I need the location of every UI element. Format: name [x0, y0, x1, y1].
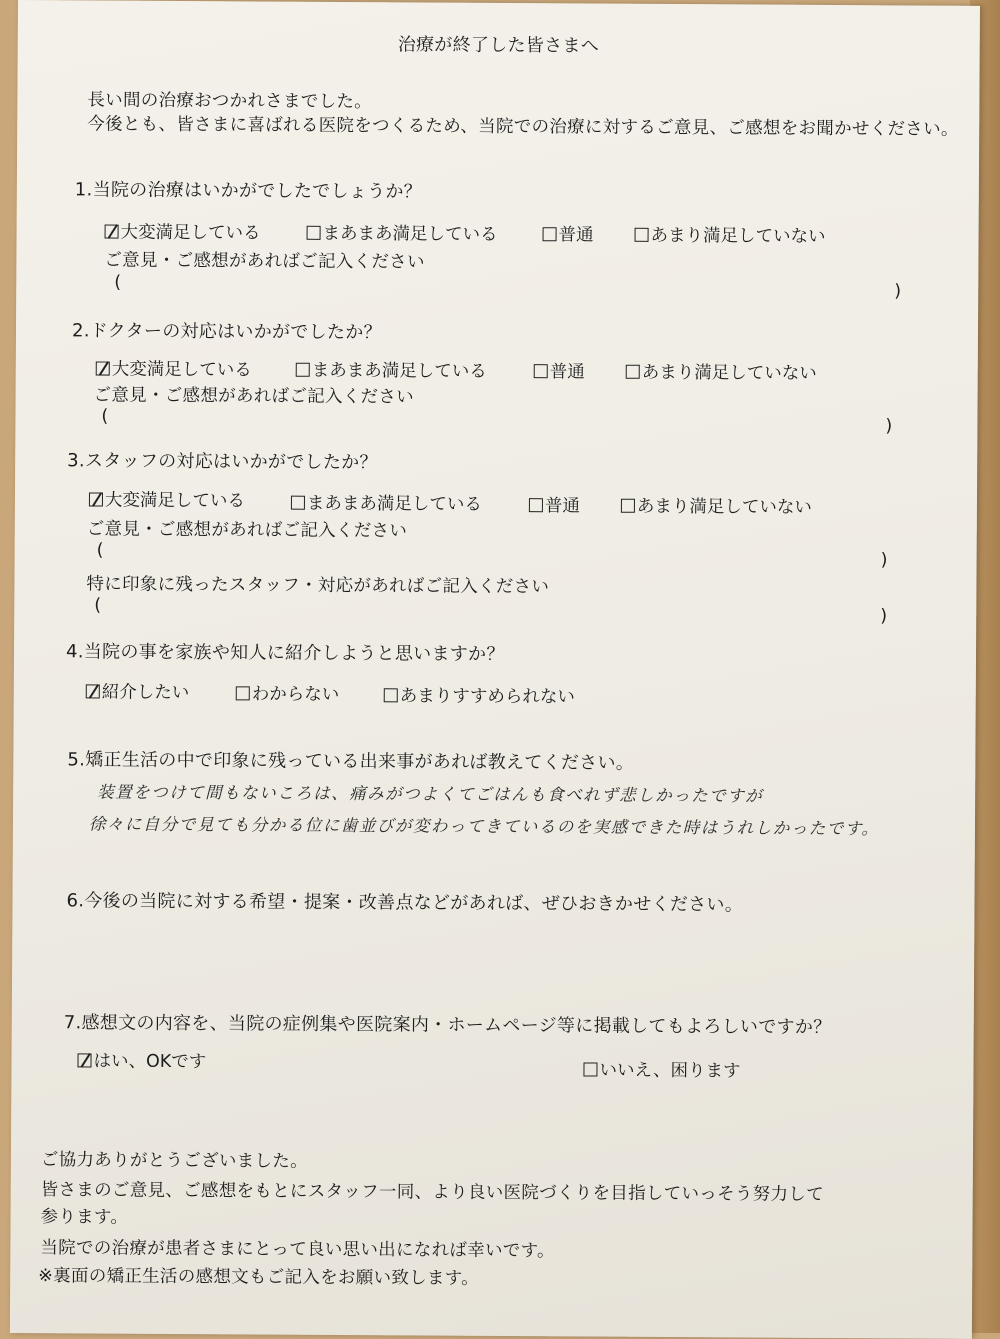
q7-option-no[interactable]: いいえ、困ります [583, 1056, 740, 1082]
checkbox-icon[interactable] [529, 498, 543, 512]
q2-option-somewhat-satisfied[interactable]: まあまあ満足している [296, 357, 487, 383]
question-2: 2.ドクターの対応はいかがでしたか？ [71, 320, 382, 344]
q1-option-normal[interactable]: 普通 [543, 221, 594, 246]
checkbox-icon[interactable] [621, 499, 635, 513]
q3-staff-label: 特に印象に残ったスタッフ・対応があればご記入ください [86, 574, 550, 598]
closing-note: ※裏面の矯正生活の感想文もご記入をお願い致します。 [38, 1266, 480, 1289]
q4-option-recommend[interactable]: 紹介したい [86, 678, 190, 704]
checkbox-icon[interactable] [236, 686, 250, 700]
q1-comment-close: ) [894, 281, 902, 302]
q1-comment-open: ( [114, 272, 122, 293]
checkbox-icon[interactable] [635, 228, 649, 242]
q4-option-unsure[interactable]: わからない [236, 680, 340, 706]
q2-option-very-satisfied[interactable]: 大変満足している [96, 355, 252, 381]
question-6: 6.今後の当院に対する希望・提案・改善点などがあれば、ぜひおきかせください。 [66, 890, 744, 916]
q1-option-very-satisfied[interactable]: 大変満足している [105, 219, 261, 245]
survey-sheet [10, 0, 980, 1339]
question-1: 1.当院の治療はいかがでしたでしょうか？ [74, 179, 423, 203]
question-5: 5.矯正生活の中で印象に残っている出来事があれば教えてください。 [67, 749, 635, 774]
q2-option-normal[interactable]: 普通 [534, 358, 585, 383]
checked-checkbox-icon[interactable] [89, 492, 103, 506]
closing-line-3: 参ります。 [40, 1207, 129, 1228]
question-4: 4.当院の事を家族や知人に紹介しようと思いますか？ [65, 641, 505, 665]
q2-option-not-satisfied[interactable]: あまり満足していない [626, 359, 817, 385]
checkbox-icon[interactable] [626, 365, 640, 379]
q3-staff-close: ) [880, 606, 888, 627]
checkbox-icon[interactable] [307, 226, 321, 240]
q3-comment-close: ) [880, 550, 888, 571]
q1-option-not-satisfied[interactable]: あまり満足していない [635, 222, 826, 248]
intro-line-1: 長い間の治療おつかれさまでした。 [87, 90, 373, 113]
checkbox-icon[interactable] [534, 364, 548, 378]
q3-option-not-satisfied[interactable]: あまり満足していない [621, 493, 812, 519]
closing-line-4: 当院での治療が患者さまにとって良い思い出になれば幸いです。 [40, 1238, 555, 1262]
q3-option-somewhat-satisfied[interactable]: まあまあ満足している [291, 490, 482, 516]
checkbox-icon[interactable] [291, 496, 305, 510]
closing-line-1: ご協力ありがとうございました。 [40, 1150, 308, 1172]
closing-line-2: 皆さまのご意見、ご感想をもとにスタッフ一同、より良い医院づくりを目指していっそう努力して [40, 1180, 824, 1205]
checked-checkbox-icon[interactable] [105, 225, 119, 239]
checkbox-icon[interactable] [296, 363, 310, 377]
q3-option-normal[interactable]: 普通 [529, 492, 580, 517]
q1-comment-label: ご意見・ご感想があればご記入ください [104, 250, 425, 273]
checkbox-icon[interactable] [384, 688, 398, 702]
q2-comment-close: ) [885, 416, 893, 437]
checked-checkbox-icon[interactable] [86, 684, 100, 698]
checked-checkbox-icon[interactable] [77, 1053, 91, 1067]
page-title: 治療が終了した皆さまへ [397, 34, 600, 57]
q4-option-not-recommend[interactable]: あまりすすめられない [384, 682, 575, 708]
checkbox-icon[interactable] [583, 1062, 597, 1076]
checked-checkbox-icon[interactable] [96, 361, 110, 375]
q3-option-very-satisfied[interactable]: 大変満足している [89, 486, 245, 512]
intro-line-2: 今後とも、皆さまに喜ばれる医院をつくるため、当院での治療に対するご意見、ご感想をお聞かせください。 [87, 114, 959, 140]
q3-comment-open: ( [96, 540, 104, 561]
question-7: 7.感想文の内容を、当院の症例集や医院案内・ホームページ等に掲載してもよろしいですか？ [63, 1012, 832, 1038]
q3-comment-label: ご意見・ご感想があればご記入ください [86, 519, 408, 542]
q2-comment-open: ( [101, 406, 109, 427]
q3-staff-open: ( [94, 595, 102, 616]
q1-option-somewhat-satisfied[interactable]: まあまあ満足している [307, 220, 498, 246]
q5-handwritten-answer-line-1: 装置をつけて間もないころは、痛みがつよくてごはんも食べれず悲しかったですが [97, 782, 764, 806]
checkbox-icon[interactable] [543, 227, 557, 241]
q2-comment-label: ご意見・ご感想があればご記入ください [93, 385, 415, 408]
q7-option-yes[interactable]: はい、OKです [77, 1047, 206, 1073]
q5-handwritten-answer-line-2: 徐々に自分で見ても分かる位に歯並びが変わってきているのを実感できた時はうれしかったです。 [88, 814, 880, 839]
question-3: 3.スタッフの対応はいかがでしたか？ [67, 450, 378, 474]
